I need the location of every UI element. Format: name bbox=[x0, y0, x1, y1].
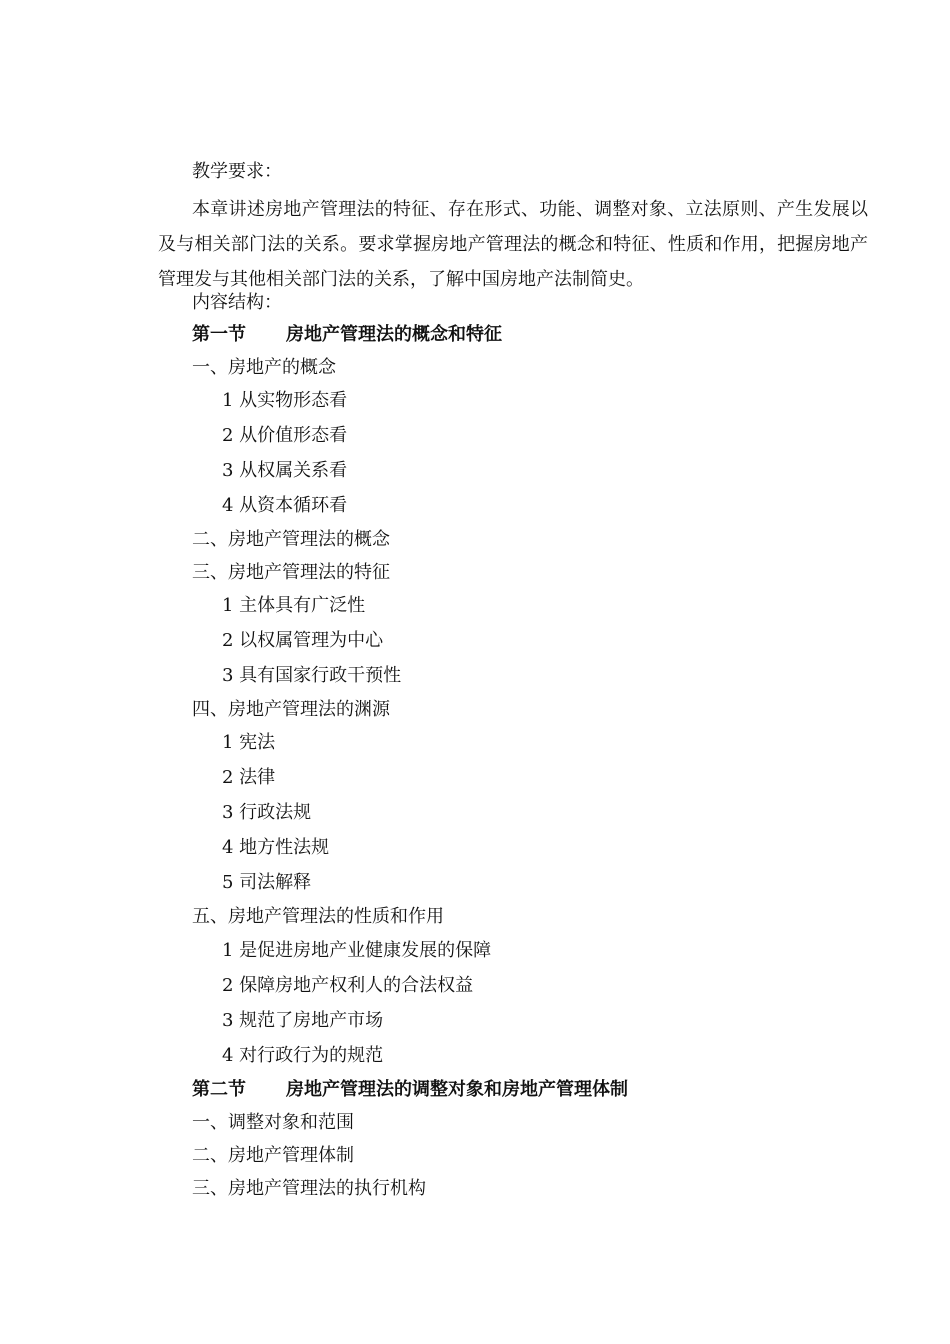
content-structure-label: 内容结构： bbox=[192, 292, 282, 313]
outline-subitem: 3 行政法规 bbox=[222, 802, 312, 823]
outline-heading: 二、房地产管理体制 bbox=[192, 1145, 354, 1166]
outline-subitem: 2 法律 bbox=[222, 767, 276, 788]
outline-subitem: 1 宪法 bbox=[222, 732, 276, 753]
section-1-heading bbox=[192, 323, 502, 347]
teaching-requirements-label: 教学要求： bbox=[192, 161, 282, 182]
outline-subitem: 1 是促进房地产业健康发展的保障 bbox=[222, 940, 492, 961]
outline-subitem: 4 对行政行为的规范 bbox=[222, 1045, 384, 1066]
outline-subitem: 2 保障房地产权利人的合法权益 bbox=[222, 975, 474, 996]
outline-subitem: 1 从实物形态看 bbox=[222, 390, 348, 411]
outline-subitem: 3 从权属关系看 bbox=[222, 460, 348, 481]
outline-heading: 三、房地产管理法的执行机构 bbox=[192, 1178, 426, 1199]
outline-heading: 五、房地产管理法的性质和作用 bbox=[192, 906, 444, 927]
outline-heading: 一、调整对象和范围 bbox=[192, 1112, 354, 1133]
outline-subitem: 2 从价值形态看 bbox=[222, 425, 348, 446]
outline-subitem: 3 规范了房地产市场 bbox=[222, 1010, 384, 1031]
outline-heading: 三、房地产管理法的特征 bbox=[192, 562, 390, 583]
section-2-heading bbox=[192, 1078, 628, 1102]
section-2-label: 第二节 bbox=[192, 1079, 246, 1100]
outline-heading: 一、房地产的概念 bbox=[192, 357, 336, 378]
outline-subitem: 2 以权属管理为中心 bbox=[222, 630, 384, 651]
outline-subitem: 1 主体具有广泛性 bbox=[222, 595, 366, 616]
intro-paragraph: 本章讲述房地产管理法的特征、存在形式、功能、调整对象、立法原则、产生发展以及与相关部门法的关系。要求掌握房地产管理法的概念和特征、性质和作用，把握房地产管理发与其他相关部门法的关系，了解中国房地产法制简史。 bbox=[158, 199, 868, 290]
section-1-title: 房地产管理法的概念和特征 bbox=[286, 324, 502, 345]
outline-subitem: 4 地方性法规 bbox=[222, 837, 330, 858]
section-2-title: 房地产管理法的调整对象和房地产管理体制 bbox=[286, 1079, 628, 1100]
outline-subitem: 4 从资本循环看 bbox=[222, 495, 348, 516]
outline-subitem: 5 司法解释 bbox=[222, 872, 312, 893]
section-1-label: 第一节 bbox=[192, 324, 246, 345]
outline-subitem: 3 具有国家行政干预性 bbox=[222, 665, 402, 686]
outline-heading: 二、房地产管理法的概念 bbox=[192, 529, 390, 550]
outline-heading: 四、房地产管理法的渊源 bbox=[192, 699, 390, 720]
